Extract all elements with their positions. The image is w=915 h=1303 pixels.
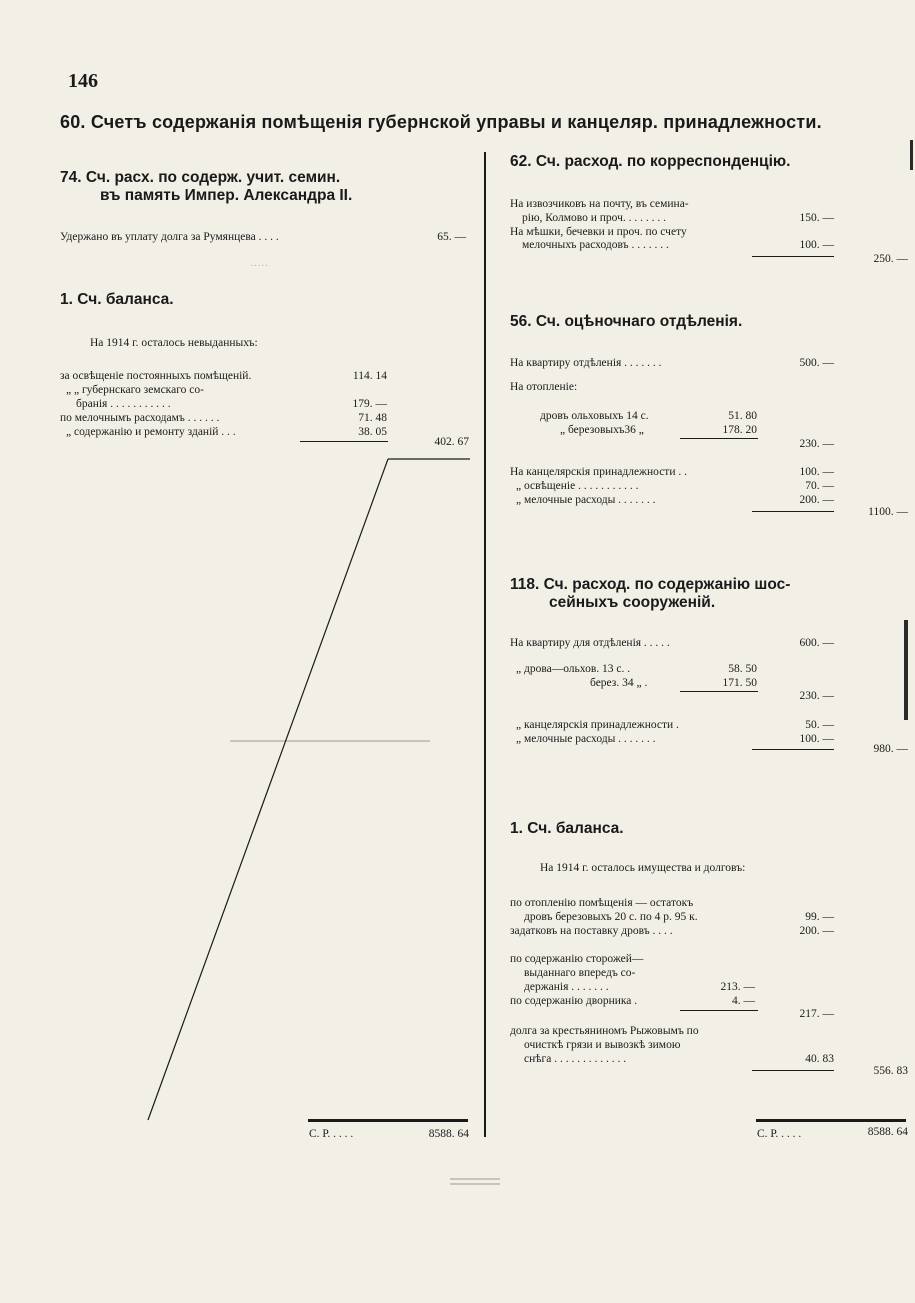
right-balance-row: держанія . . . . . . .: [524, 981, 609, 993]
right-balance-row: очисткѣ грязи и вывозкѣ зимою: [524, 1039, 681, 1051]
sec56-wood-total: 230. —: [799, 438, 834, 450]
right-balance-total: 556. 83: [873, 1065, 908, 1077]
sec118-wood1: „ дрова—ольхов. 13 с. .: [516, 663, 631, 675]
page-title: 60. Счетъ содержанія помѣщенія губернской управы и канцеляр. принадлежности.: [60, 112, 822, 132]
right-balance-rule: [752, 1070, 834, 1071]
sec62-row-amount: 100. —: [799, 239, 834, 251]
sec118-wood2: берез. 34 „ .: [590, 677, 648, 689]
bleed-through-text: ·····: [250, 260, 269, 272]
right-balance-row: по содержанію дворника .: [510, 995, 638, 1007]
sec56-apt: На квартиру отдѣленія . . . . . . .: [510, 357, 662, 369]
sec118-chancery: „ канцелярскія принадлежности .: [516, 719, 679, 731]
sec118-heading: 118. Сч. расход. по содержанію шос-: [510, 576, 791, 593]
left-balance-row: по мелочнымъ расходамъ . . . . . .: [60, 412, 220, 424]
sec118-wood-rule: [680, 691, 758, 692]
sec56-petty-amount: 200. —: [799, 494, 834, 506]
sec74-heading-cont: въ память Импер. Александра II.: [100, 187, 353, 204]
sec62-row: На извозчиковъ на почту, въ семина-: [510, 198, 689, 210]
sec118-total: 980. —: [873, 743, 908, 755]
sec118-apt-amount: 600. —: [799, 637, 834, 649]
sec74-heading: 74. Сч. расх. по содерж. учит. семин.: [60, 169, 341, 186]
sec118-rule: [752, 749, 834, 750]
right-balance-row: по содержанію сторожей—: [510, 953, 644, 965]
sec118-heading-cont: сейныхъ сооруженій.: [549, 594, 716, 611]
sec62-row-amount: 150. —: [799, 212, 834, 224]
right-footer-label: С. Р. . . . .: [757, 1128, 802, 1140]
sec56-wood2: „ березовыхъ36 „: [560, 424, 644, 436]
sec62-rule: [752, 256, 834, 257]
right-footer-rule: [756, 1119, 906, 1122]
left-balance-subtotal-rule: [300, 441, 388, 442]
sec56-wood2-amount: 178. 20: [722, 424, 757, 436]
left-balance-row-amount: 179. —: [352, 398, 387, 410]
right-balance-row-amount: 200. —: [799, 925, 834, 937]
bottom-ornament-2: [450, 1183, 500, 1185]
left-balance-row-amount: 38. 05: [358, 426, 387, 438]
left-balance-total: 402. 67: [434, 436, 469, 448]
right-balance-row: задатковъ на поставку дровъ . . . .: [510, 925, 673, 937]
sec74-line-text: Удержано въ уплату долга за Румянцева . . . .: [60, 231, 279, 243]
sec118-wood-total: 230. —: [799, 690, 834, 702]
left-balance-row-amount: 114. 14: [352, 370, 387, 382]
right-footer-amount: 8588. 64: [867, 1126, 908, 1138]
sec56-apt-amount: 500. —: [799, 357, 834, 369]
sec56-wood1: дровъ ольховыхъ 14 с.: [540, 410, 649, 422]
right-balance-row-amount: 99. —: [805, 911, 834, 923]
page-edge-2: [904, 620, 908, 720]
column-divider: [484, 152, 486, 1137]
page-number: 146: [68, 70, 98, 92]
right-balance-subtotal: 217. —: [799, 1008, 834, 1020]
sec74-line-amount: 65. —: [437, 231, 466, 243]
left-balance-heading: 1. Сч. баланса.: [60, 291, 174, 308]
sec62-row: На мѣшки, бечевки и проч. по счету: [510, 226, 687, 238]
bottom-ornament: [450, 1178, 500, 1180]
sec62-row: рію, Колмово и проч. . . . . . . .: [522, 212, 667, 224]
right-balance-row: долга за крестьяниномъ Рыжовымъ по: [510, 1025, 699, 1037]
sec118-petty: „ мелочные расходы . . . . . . .: [516, 733, 656, 745]
left-balance-row: „ „ губернскаго земскаго со-: [66, 384, 204, 396]
right-balance-row: снѣга . . . . . . . . . . . . .: [524, 1053, 627, 1065]
left-footer-label: С. Р. . . . .: [309, 1128, 354, 1140]
left-footer-rule: [308, 1119, 468, 1122]
sec56-wood1-amount: 51. 80: [728, 410, 757, 422]
right-balance-row-amount: 40. 83: [805, 1053, 834, 1065]
sec56-rule: [752, 511, 834, 512]
filler-diagonal-line: [140, 455, 480, 1135]
sec62-row: мелочныхъ расходовъ . . . . . . .: [522, 239, 669, 251]
page-edge: [910, 140, 913, 170]
right-balance-row: по отопленію помѣщенія — остатокъ: [510, 897, 694, 909]
sec56-light-amount: 70. —: [805, 480, 834, 492]
sec118-chancery-amount: 50. —: [805, 719, 834, 731]
sec56-wood-rule: [680, 438, 758, 439]
left-balance-row: бранія . . . . . . . . . . .: [76, 398, 171, 410]
sec62-heading: 62. Сч. расход. по корреспонденцію.: [510, 153, 791, 170]
sec118-apt: На квартиру для отдѣленія . . . . .: [510, 637, 670, 649]
right-balance-row: выданнаго впередъ со-: [524, 967, 636, 979]
left-balance-subtitle: На 1914 г. осталось невыданныхъ:: [90, 337, 258, 349]
left-balance-row: за освѣщеніе постоянныхъ помѣщеній.: [60, 370, 252, 382]
sec56-light: „ освѣщеніе . . . . . . . . . . .: [516, 480, 639, 492]
sec56-chancery: На канцелярскія принадлежности . .: [510, 466, 687, 478]
sec56-heading: 56. Сч. оцѣночнаго отдѣленія.: [510, 313, 743, 330]
left-balance-row: „ содержанію и ремонту зданій . . .: [66, 426, 236, 438]
sec56-heating: На отопленіе:: [510, 381, 578, 393]
sec56-chancery-amount: 100. —: [799, 466, 834, 478]
sec118-petty-amount: 100. —: [799, 733, 834, 745]
right-balance-subtitle: На 1914 г. осталось имущества и долговъ:: [540, 862, 746, 874]
left-footer-amount: 8588. 64: [428, 1128, 469, 1140]
right-balance-heading: 1. Сч. баланса.: [510, 820, 624, 837]
right-balance-row: дровъ березовыхъ 20 с. по 4 р. 95 к.: [524, 911, 698, 923]
sec56-petty: „ мелочные расходы . . . . . . .: [516, 494, 656, 506]
sec118-wood2-amount: 171. 50: [722, 677, 757, 689]
sec56-total: 1100. —: [868, 506, 908, 518]
left-balance-row-amount: 71. 48: [358, 412, 387, 424]
sec118-wood1-amount: 58. 50: [728, 663, 757, 675]
right-balance-row-amount: 4. —: [732, 995, 755, 1007]
right-balance-row-amount: 213. —: [720, 981, 755, 993]
sec62-total: 250. —: [873, 253, 908, 265]
right-balance-subrule: [680, 1010, 758, 1011]
